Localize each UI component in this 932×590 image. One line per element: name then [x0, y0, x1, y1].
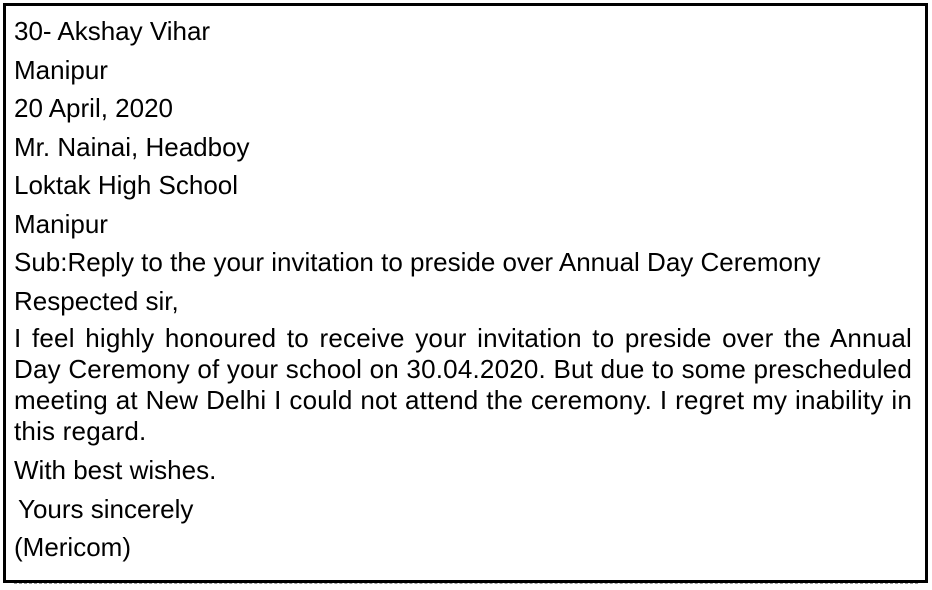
salutation: Respected sir,: [14, 285, 179, 316]
letter-content: [14, 12, 912, 567]
sender-address-line2: Manipur: [14, 54, 108, 85]
dashed-divider: [14, 583, 918, 584]
signature: (Mericom): [14, 532, 131, 562]
recipient-name: Mr. Nainai, Headboy: [14, 131, 250, 162]
recipient-city: Manipur: [14, 208, 108, 239]
letter-body: I feel highly honoured to receive your invitation to preside over the Annual Day Ceremony of your school on 30.04.2020. But due to some prescheduled meeting at New Delhi I could not attend the ceremony. I regret my inability in this regard.: [14, 323, 912, 446]
letter-subject: Sub:Reply to the your invitation to preside over Annual Day Ceremony: [14, 247, 821, 277]
letter-date: 20 April, 2020: [14, 93, 174, 123]
closing-wishes: With best wishes.: [14, 455, 217, 485]
complimentary-close: Yours sincerely: [18, 493, 194, 524]
sender-address-line1: 30- Akshay Vihar: [14, 16, 211, 46]
recipient-school: Loktak High School: [14, 170, 239, 200]
